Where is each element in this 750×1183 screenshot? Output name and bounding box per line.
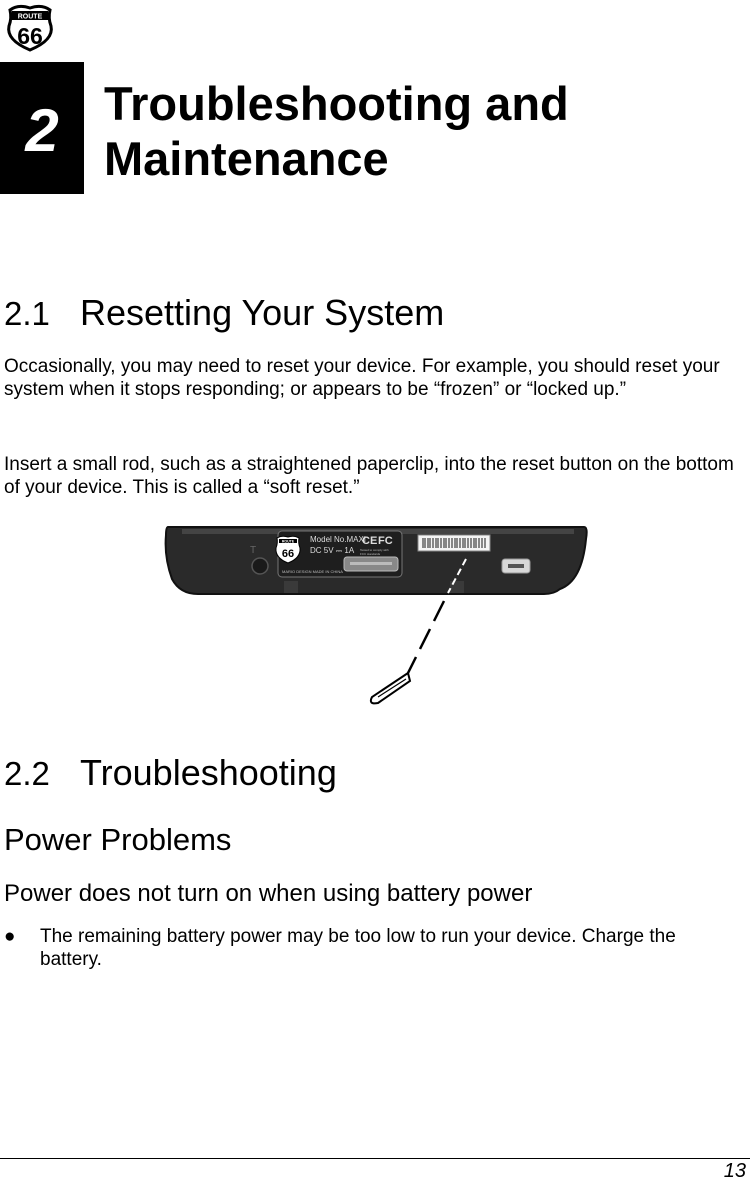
paragraph-reset-instructions: Insert a small rod, such as a straightened paperclip, into the reset button on the bottom of your device. This is called a “soft reset.”	[4, 454, 734, 498]
svg-text:CE: CE	[362, 535, 378, 547]
svg-text:66: 66	[281, 548, 295, 560]
bullet-text: The remaining battery power may be too low to run your device. Charge the battery.	[40, 926, 676, 970]
svg-text:FCC standards: FCC standards	[360, 552, 381, 556]
svg-text:Tested to comply with: Tested to comply with	[360, 548, 389, 552]
section-number: 2.2	[4, 755, 50, 792]
svg-text:66: 66	[17, 23, 43, 49]
svg-text:FC: FC	[378, 535, 393, 547]
chapter-title: Troubleshooting and Maintenance	[104, 77, 569, 185]
svg-text:Model No.MAXI: Model No.MAXI	[310, 535, 367, 544]
svg-text:MARIO DESIGN MADE IN CHINA: MARIO DESIGN MADE IN CHINA	[282, 569, 343, 574]
svg-text:ROUTE: ROUTE	[17, 13, 43, 21]
chapter-number-box	[0, 62, 84, 194]
bullet-icon: ●	[4, 926, 16, 947]
section-title: Troubleshooting	[80, 752, 337, 793]
chapter-number: 2	[25, 97, 59, 164]
paperclip-icon	[371, 673, 410, 703]
section-heading-resetting	[4, 292, 444, 335]
section-title: Resetting Your System	[80, 292, 445, 333]
reset-hole	[252, 558, 268, 574]
paragraph-reset-intro: Occasionally, you may need to reset your device. For example, you should reset your system when it stops responding; or appears to be “frozen” or “locked up.”	[4, 356, 720, 400]
subheading-battery-power: Power does not turn on when using battery power	[4, 880, 533, 907]
subheading-power-problems: Power Problems	[4, 822, 232, 857]
section-heading-troubleshooting	[4, 752, 337, 795]
svg-text:DC 5V ⎓ 1A: DC 5V ⎓ 1A	[310, 546, 355, 555]
section-number: 2.1	[4, 295, 50, 332]
footer-divider	[0, 1158, 750, 1159]
device-bottom-illustration	[164, 525, 588, 710]
svg-text:T: T	[250, 545, 257, 556]
route66-logo	[4, 2, 56, 52]
svg-text:ROUTE: ROUTE	[281, 539, 295, 544]
page-number: 13	[723, 1160, 746, 1182]
